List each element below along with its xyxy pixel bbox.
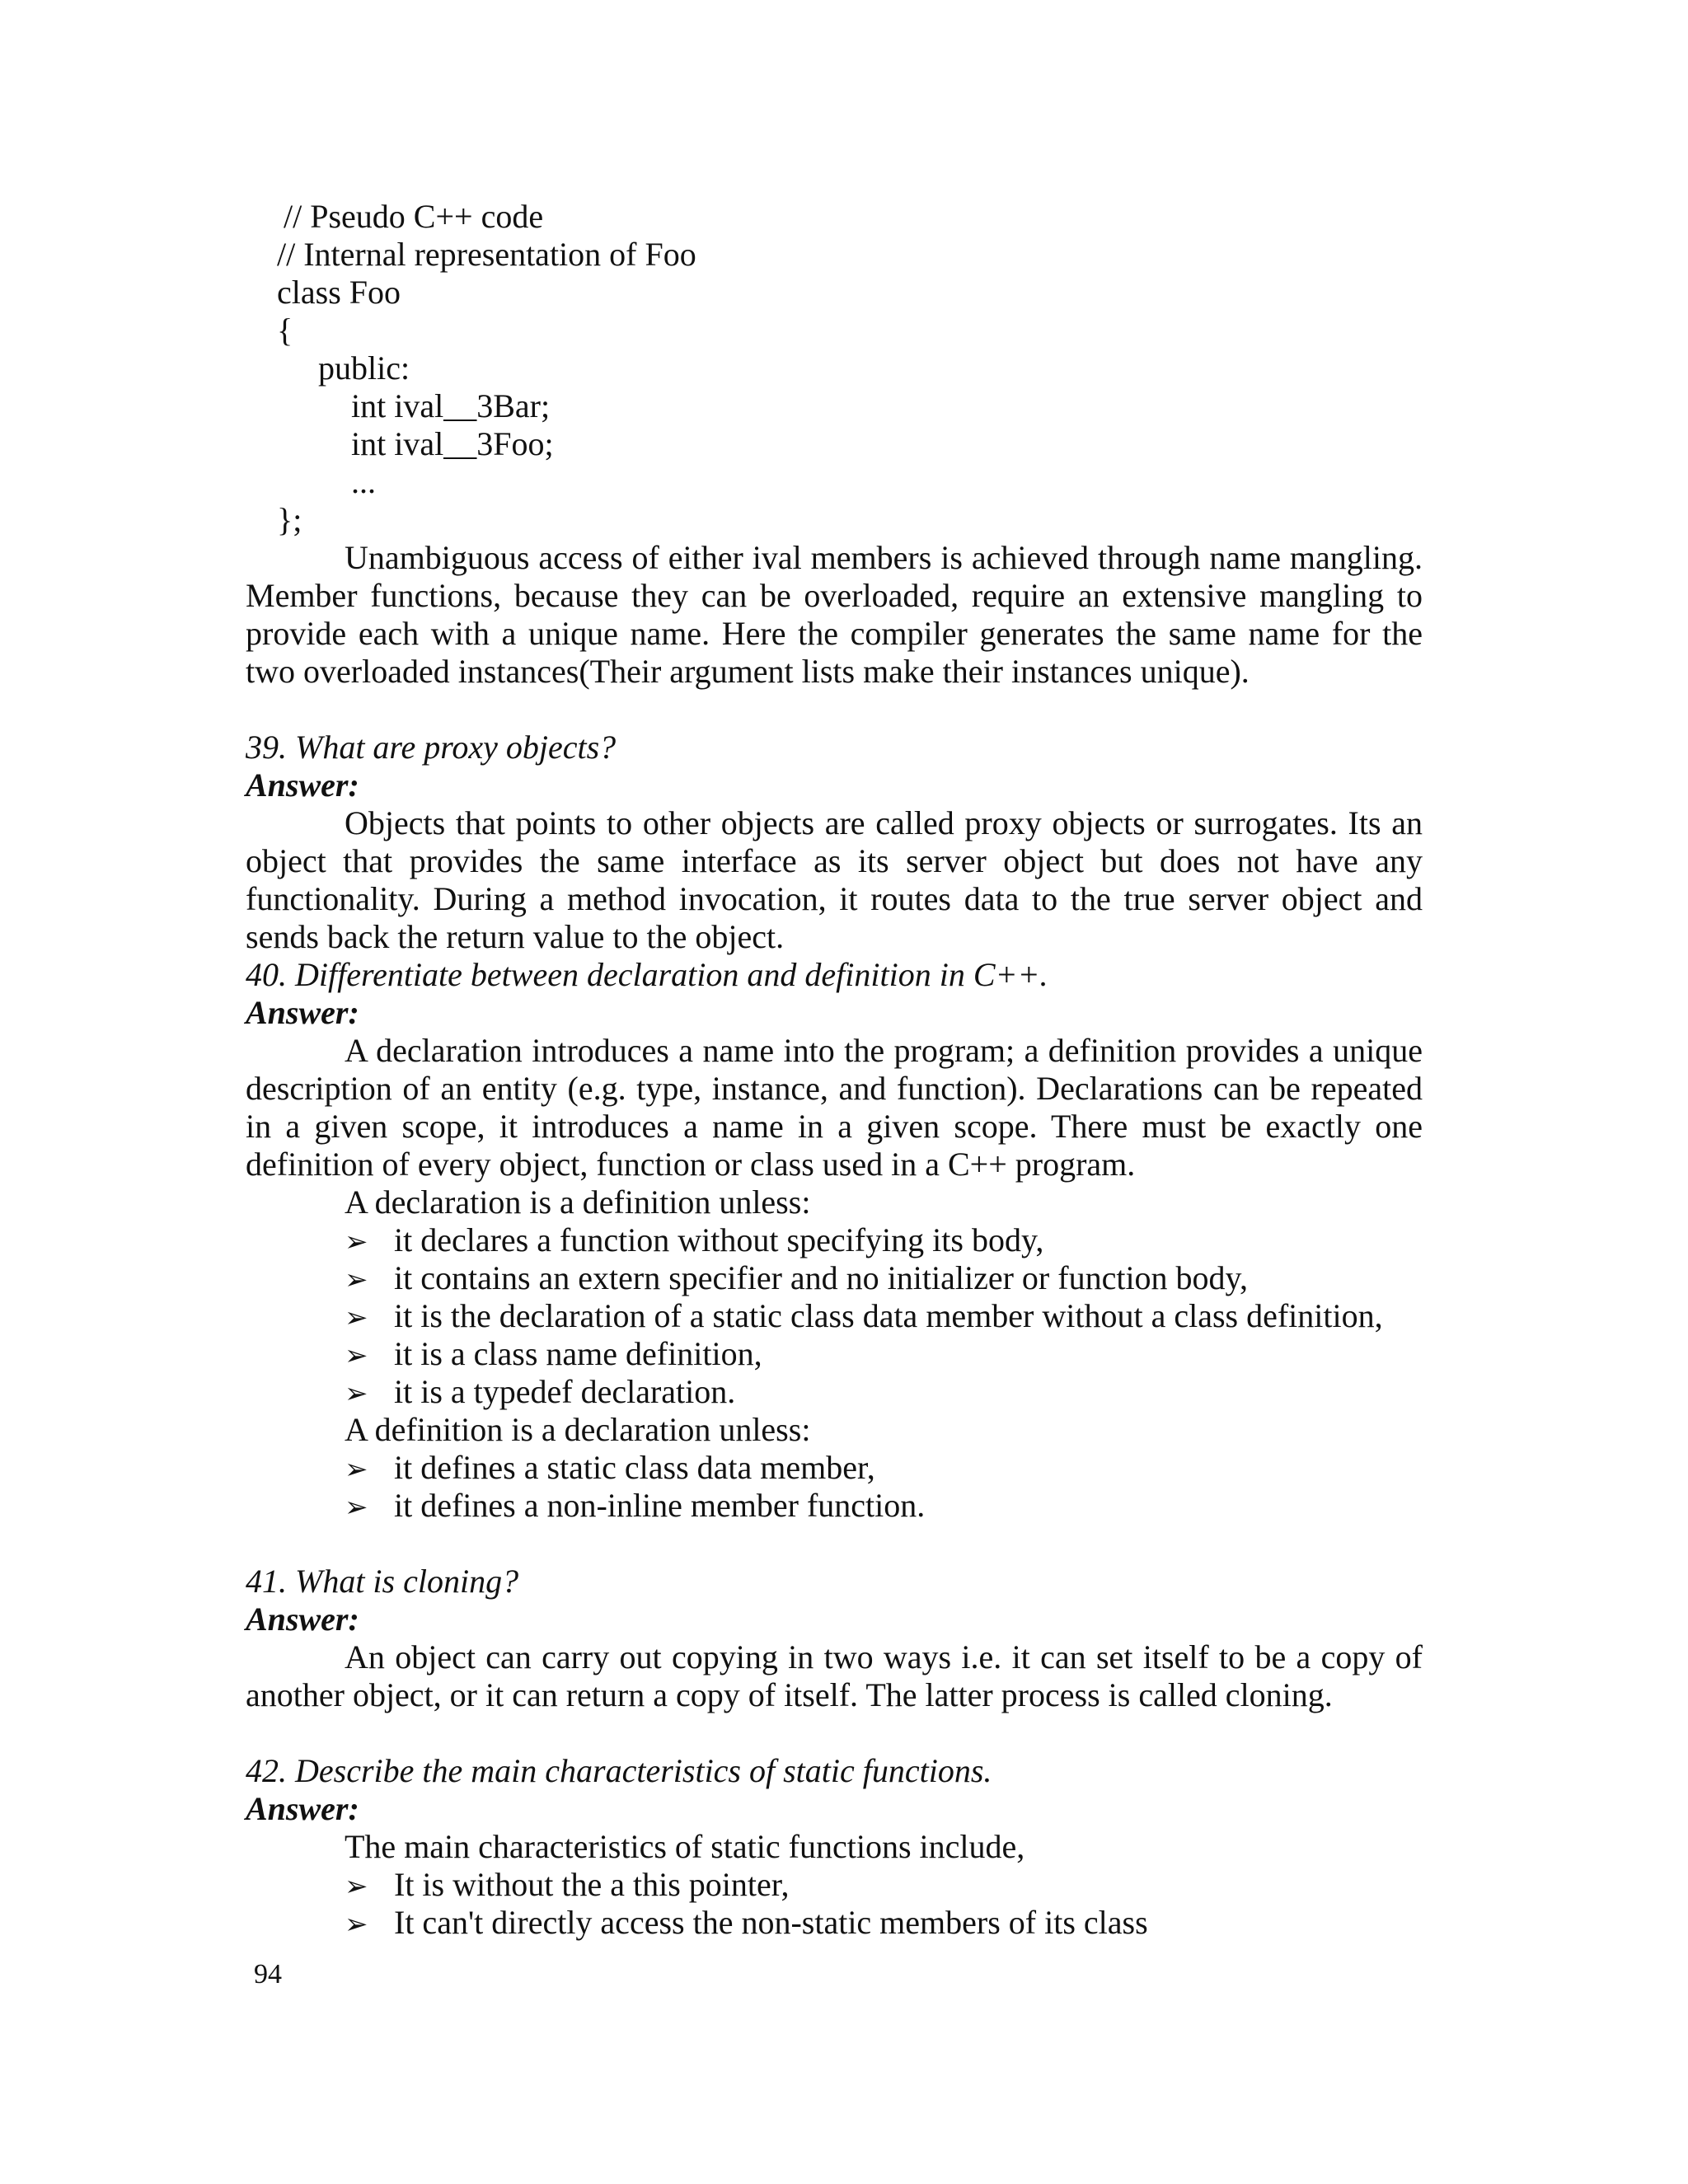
code-line-member-2: int ival__3Foo;: [351, 425, 554, 462]
list-item-text: it declares a function without specifying its body,: [394, 1221, 1044, 1258]
bullet-arrow-icon: ➢: [345, 1453, 368, 1486]
question-42: 42. Describe the main characteristics of static functions.: [246, 1752, 992, 1789]
bullet-arrow-icon: ➢: [345, 1491, 368, 1524]
list-item: [345, 1866, 789, 1905]
code-line-open-brace: {: [277, 312, 293, 349]
declaration-intro: A declaration is a definition unless:: [345, 1183, 811, 1221]
page-number: 94: [254, 1959, 282, 1990]
answer-41: An object can carry out copying in two ways i.e. it can set itself to be a copy of another object, or it can return a copy of itself. The latter process is called cloning.: [246, 1638, 1423, 1713]
bullet-arrow-icon: ➢: [345, 1226, 368, 1258]
list-item-text: it defines a static class data member,: [394, 1449, 875, 1486]
code-line-class: class Foo: [277, 274, 401, 311]
static-functions-intro: The main characteristics of static functions include,: [345, 1828, 1025, 1865]
list-item: [345, 1335, 762, 1375]
paragraph-mangling: Unambiguous access of either ival members is achieved through name mangling. Member functions, because they can be overloaded, require an extensive mangling to provide each with a unique name. Here the compiler generates the same name for the two overloaded instances(Their argument lists make their instances unique).: [246, 539, 1423, 690]
question-39: 39. What are proxy objects?: [246, 729, 617, 766]
definition-intro: A definition is a declaration unless:: [345, 1411, 811, 1448]
list-item-text: it defines a non-inline member function.: [394, 1487, 926, 1524]
list-item-text: it contains an extern specifier and no initializer or function body,: [394, 1259, 1248, 1296]
list-item: [345, 1904, 1148, 1943]
list-item-text: it is the declaration of a static class data member without a class definition,: [394, 1297, 1383, 1334]
bullet-arrow-icon: ➢: [345, 1339, 368, 1372]
list-item-text: it is a typedef declaration.: [394, 1373, 736, 1410]
code-line-close-brace: };: [277, 501, 302, 538]
code-line-member-1: int ival__3Bar;: [351, 387, 551, 424]
answer-39: Objects that points to other objects are called proxy objects or surrogates. Its an object that provides the same interface as its server object but does not have any functionality. During a method invocation, it routes data to the true server object and sends back the return value to the object.: [246, 804, 1423, 955]
list-item: [345, 1259, 1248, 1299]
answer-40: A declaration introduces a name into the program; a definition provides a unique description of an entity (e.g. type, instance, and function). Declarations can be repeated in a given scope, it introduces a name in a given scope. There must be exactly one definition of every object, function or class used in a C++ program.: [246, 1032, 1423, 1183]
list-item: [345, 1297, 1383, 1337]
bullet-arrow-icon: ➢: [345, 1301, 368, 1334]
answer-label-41: Answer:: [246, 1601, 359, 1638]
code-line-comment-1: // Pseudo C++ code: [284, 198, 544, 235]
bullet-arrow-icon: ➢: [345, 1377, 368, 1410]
list-item: [345, 1449, 875, 1488]
list-item-text: it is a class name definition,: [394, 1335, 762, 1372]
code-line-public: public:: [318, 349, 410, 387]
question-40: 40. Differentiate between declaration and definition in C++.: [246, 956, 1048, 993]
question-41: 41. What is cloning?: [246, 1563, 519, 1600]
code-line-ellipsis: ...: [351, 463, 376, 500]
list-item-text: It is without the a this pointer,: [394, 1866, 790, 1903]
bullet-arrow-icon: ➢: [345, 1870, 368, 1903]
answer-label-42: Answer:: [246, 1790, 359, 1827]
list-item: [345, 1373, 735, 1413]
answer-label-39: Answer:: [246, 766, 359, 804]
code-line-comment-2: // Internal representation of Foo: [277, 236, 696, 273]
list-item: [345, 1487, 925, 1526]
list-item: [345, 1221, 1043, 1261]
bullet-arrow-icon: ➢: [345, 1908, 368, 1941]
bullet-arrow-icon: ➢: [345, 1263, 368, 1296]
list-item-text: It can't directly access the non-static members of its class: [394, 1904, 1148, 1941]
answer-label-40: Answer:: [246, 994, 359, 1031]
